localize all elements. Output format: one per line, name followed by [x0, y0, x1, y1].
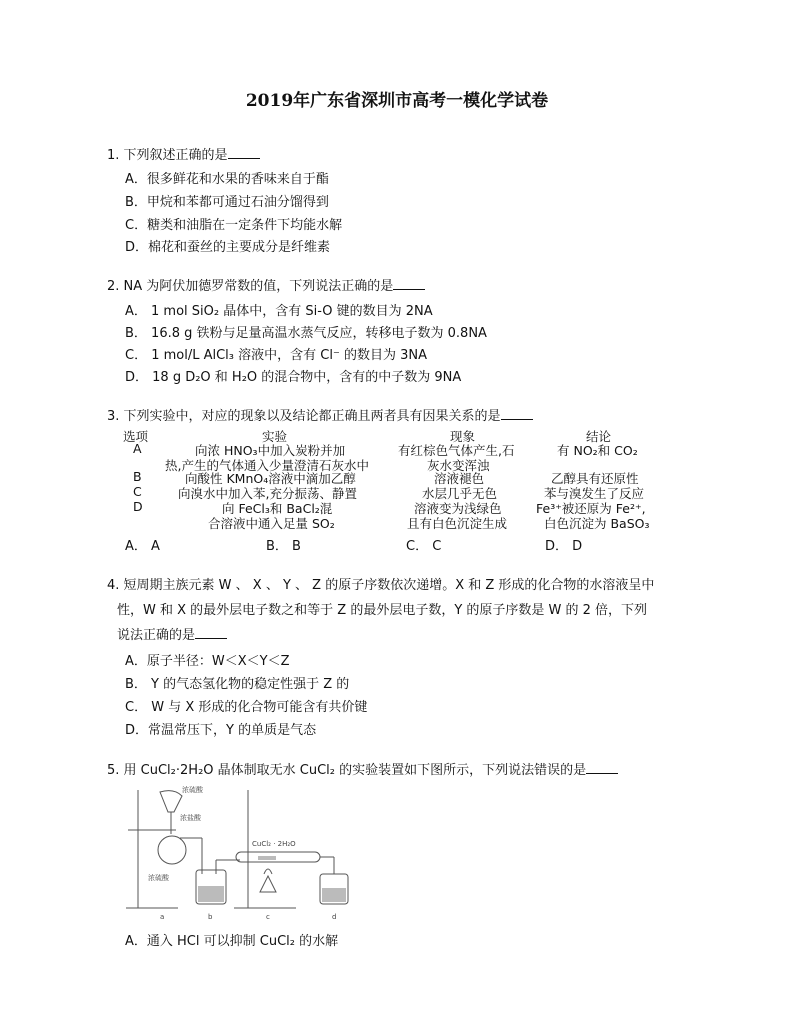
label-a: a: [160, 913, 165, 921]
question-4-line-1: 4. 短周期主族元素 W 、 X 、 Y 、 Z 的原子序数依次递增。X 和 Z 形成的化合物的水溶液呈中: [107, 578, 655, 593]
q5-option-a: A．通入 HCl 可以抑制 CuCl₂ 的水解: [125, 934, 339, 949]
row-d-experiment-1: 向 FeCl₃和 BaCl₂混: [222, 501, 333, 516]
row-d-phenomenon-2: 且有白色沉淀生成: [407, 516, 508, 531]
row-a-experiment-1: 向浓 HNO₃中加入炭粉并加: [195, 443, 346, 458]
label-cucl2: CuCl₂ · 2H₂O: [252, 840, 296, 848]
row-c-phenomenon: 水层几乎无色: [422, 486, 498, 501]
row-b-phenomenon: 溶液褪色: [434, 471, 485, 486]
q2-option-b: B． 16.8 g 铁粉与足量高温水蒸气反应，转移电子数为 0.8NA: [125, 326, 487, 341]
q2-option-d: D． 18 g D₂O 和 H₂O 的混合物中，含有的中子数为 9NA: [125, 370, 462, 385]
label-conc-hcl: 浓盐酸: [180, 814, 201, 822]
q3-answer-d: D． D: [545, 539, 583, 554]
answer-blank: [586, 761, 618, 774]
flame: [264, 869, 272, 874]
q4-option-b: B． Y 的气态氢化物的稳定性强于 Z 的: [125, 677, 350, 692]
q4-option-d: D．常温常压下，Y 的单质是气态: [125, 723, 317, 738]
label-b: b: [208, 913, 213, 921]
question-4-line-3: 说法正确的是: [117, 625, 227, 647]
round-bottom-flask: [158, 836, 186, 864]
q3-answer-c: C． C: [406, 539, 442, 554]
apparatus-figure: [120, 782, 360, 922]
question-4-line-2: 性，W 和 X 的最外层电子数之和等于 Z 的最外层电子数，Y 的原子序数是 W 的 2 倍，下列: [117, 603, 648, 618]
answer-blank: [501, 407, 533, 420]
table-header-option: 选项: [123, 429, 149, 444]
solid-sample: [258, 856, 276, 860]
separatory-funnel: [160, 791, 182, 812]
label-d: d: [332, 913, 337, 921]
table-header-phenomenon: 现象: [450, 429, 476, 444]
row-d-conclusion-1: Fe³⁺被还原为 Fe²⁺,: [536, 501, 646, 516]
table-header-experiment: 实验: [262, 429, 288, 444]
question-3-stem: 3. 下列实验中，对应的现象以及结论都正确且两者具有因果关系的是: [107, 406, 533, 428]
answer-blank: [228, 146, 260, 159]
q1-option-b: B．甲烷和苯都可通过石油分馏得到: [125, 195, 329, 210]
row-d-option: D: [133, 499, 143, 514]
q2-option-a: A． 1 mol SiO₂ 晶体中，含有 Si-O 键的数目为 2NA: [125, 304, 433, 319]
alcohol-burner: [260, 876, 276, 892]
question-1-stem: 1. 下列叙述正确的是: [107, 145, 260, 167]
row-c-experiment: 向溴水中加入苯,充分振荡、静置: [178, 486, 357, 501]
row-b-conclusion: 乙醇具有还原性: [551, 471, 639, 486]
label-conc-sulfuric-bottle: 浓硫酸: [148, 874, 169, 882]
row-d-conclusion-2: 白色沉淀为 BaSO₃: [544, 516, 650, 531]
answer-blank: [393, 277, 425, 290]
question-2-stem: 2. NA 为阿伏加德罗常数的值，下列说法正确的是: [107, 276, 425, 298]
liquid-d: [322, 888, 346, 902]
row-b-option: B: [133, 469, 142, 484]
row-d-experiment-2: 合溶液中通入足量 SO₂: [208, 516, 335, 531]
page-title: 2019年广东省深圳市高考一模化学试卷: [245, 91, 549, 111]
reaction-tube: [236, 852, 320, 862]
row-c-conclusion: 苯与溴发生了反应: [544, 486, 645, 501]
q3-answer-b: B． B: [266, 539, 301, 554]
row-c-option: C: [133, 484, 142, 499]
row-a-phenomenon-1: 有红棕色气体产生,石: [398, 443, 515, 458]
row-a-phenomenon-2: 灰水变浑浊: [427, 458, 490, 473]
answer-blank: [195, 626, 227, 639]
label-c: c: [266, 913, 270, 921]
q3-answer-a: A． A: [125, 539, 160, 554]
row-a-conclusion: 有 NO₂和 CO₂: [557, 443, 638, 458]
q1-option-c: C．糖类和油脂在一定条件下均能水解: [125, 218, 343, 233]
row-a-experiment-2: 热,产生的气体通入少量澄清石灰水中: [165, 458, 369, 473]
liquid-b: [198, 886, 224, 902]
label-conc-sulfuric-top: 浓硫酸: [182, 786, 203, 794]
question-5-stem: 5. 用 CuCl₂·2H₂O 晶体制取无水 CuCl₂ 的实验装置如下图所示，下列说法错误的是: [107, 760, 618, 782]
row-b-experiment: 向酸性 KMnO₄溶液中滴加乙醇: [185, 471, 356, 486]
row-a-option: A: [133, 441, 142, 456]
q4-option-a: A．原子半径：W＜X＜Y＜Z: [125, 654, 290, 669]
q4-option-c: C． W 与 X 形成的化合物可能含有共价键: [125, 700, 368, 715]
q1-option-a: A．很多鲜花和水果的香味来自于酯: [125, 172, 329, 187]
q1-option-d: D．棉花和蚕丝的主要成分是纤维素: [125, 240, 331, 255]
q2-option-c: C． 1 mol/L AlCl₃ 溶液中，含有 Cl⁻ 的数目为 3NA: [125, 348, 427, 363]
table-header-conclusion: 结论: [586, 429, 612, 444]
row-d-phenomenon-1: 溶液变为浅绿色: [414, 501, 502, 516]
